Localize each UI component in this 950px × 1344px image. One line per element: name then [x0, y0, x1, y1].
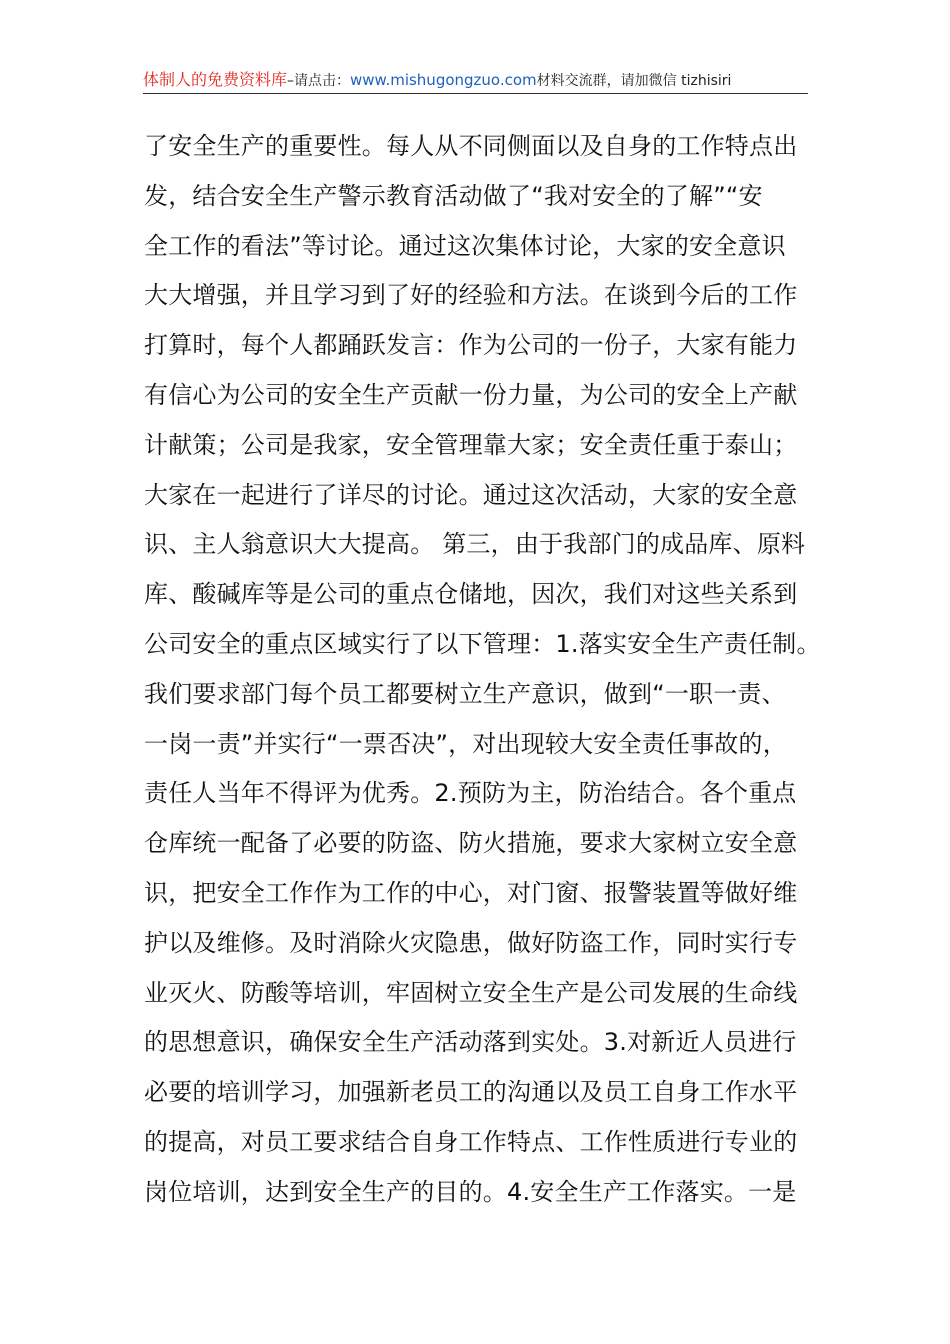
- header-url-link[interactable]: www.mishugongzuo.com: [350, 71, 537, 89]
- body-line: 责任人当年不得评为优秀。2.预防为主，防治结合。各个重点: [144, 779, 797, 808]
- body-line: 必要的培训学习，加强新老员工的沟通以及员工自身工作水平: [144, 1078, 798, 1107]
- body-line: 公司安全的重点区域实行了以下管理：1.落实安全生产责任制。: [144, 629, 821, 658]
- body-line: 护以及维修。及时消除火灾隐患，做好防盗工作，同时实行专: [144, 928, 798, 957]
- page-header: [143, 70, 808, 92]
- document-body: [144, 122, 824, 1218]
- body-line: 一岗一责”并实行“一票否决”，对出现较大安全责任事故的，: [144, 729, 787, 758]
- body-line: 了安全生产的重要性。每人从不同侧面以及自身的工作特点出: [144, 132, 798, 160]
- body-line: 打算时，每个人都踊跃发言：作为公司的一份子，大家有能力: [144, 331, 798, 360]
- body-line: 全工作的看法”等讨论。通过这次集体讨论，大家的安全意识: [144, 231, 786, 260]
- body-line: 有信心为公司的安全生产贡献一份力量，为公司的安全上产献: [144, 380, 798, 409]
- header-brand: 体制人的免费资料库: [143, 70, 288, 89]
- body-line: 岗位培训，达到安全生产的目的。4.安全生产工作落实。一是: [144, 1177, 797, 1206]
- header-separator: –请点击：: [287, 73, 351, 89]
- body-line: 业灭火、防酸等培训，牢固树立安全生产是公司发展的生命线: [144, 978, 798, 1007]
- body-line: 大大增强，并且学习到了好的经验和方法。在谈到今后的工作: [144, 281, 798, 310]
- body-line: 大家在一起进行了详尽的讨论。通过这次活动，大家的安全意: [144, 480, 798, 509]
- body-line: 发，结合安全生产警示教育活动做了“我对安全的了解”“安: [144, 181, 763, 210]
- header-contact-note: 材料交流群，请加微信 tizhisiri: [536, 73, 732, 89]
- header-divider: [143, 93, 808, 94]
- body-line: 的思想意识，确保安全生产活动落到实处。3.对新近人员进行: [144, 1028, 797, 1057]
- body-line: 库、酸碱库等是公司的重点仓储地，因次，我们对这些关系到: [144, 580, 798, 609]
- body-line: 计献策；公司是我家，安全管理靠大家；安全责任重于泰山；: [144, 430, 798, 459]
- body-line: 的提高，对员工要求结合自身工作特点、工作性质进行专业的: [144, 1127, 798, 1156]
- body-line: 仓库统一配备了必要的防盗、防火措施，要求大家树立安全意: [144, 829, 798, 858]
- body-line: 识，把安全工作作为工作的中心，对门窗、报警装置等做好维: [144, 878, 798, 907]
- body-line: 我们要求部门每个员工都要树立生产意识，做到“一职一责、: [144, 679, 786, 708]
- body-line: 识、主人翁意识大大提高。 第三，由于我部门的成品库、原料: [144, 530, 806, 559]
